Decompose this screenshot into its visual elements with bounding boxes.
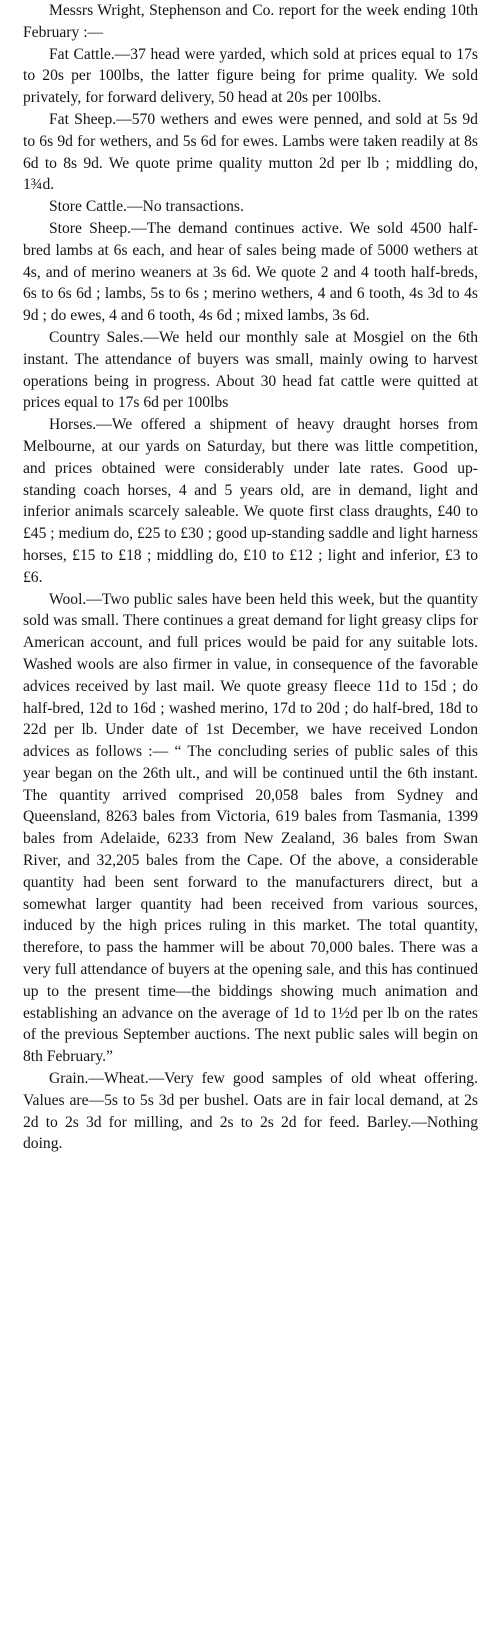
paragraph-heading: Grain. — [49, 1070, 89, 1088]
paragraph-text: —No transactions. — [126, 198, 244, 216]
paragraph-heading: Store Cattle. — [49, 198, 127, 216]
paragraph-heading: Fat Sheep. — [49, 110, 117, 128]
paragraph-text: Messrs Wright, Stephenson and Co. report for the week ending 10th February :— — [23, 2, 478, 41]
paragraph-heading: Country Sales. — [49, 328, 144, 346]
paragraph-text: —We held our monthly sale at Mosgiel on the 6th instant. The attendance of buyers was small, mainly owing to harvest operations being in progress. About 30 head fat cattle were quitted at prices equal to 17s 6d per 100lbs — [23, 328, 478, 412]
paragraph-text: —Wheat.—Very few good samples of old wheat offering. Values are—5s to 5s 3d per bushel. Oats are in fair local demand, at 2s 2d to 2s 3d for milling, and 2s to 2s 2d for feed. Barley.—Nothing doing. — [23, 1070, 478, 1153]
paragraph-country-sales — [23, 327, 478, 414]
paragraph-fat-sheep — [23, 109, 478, 196]
paragraph-text: —Two public sales have been held this week, but the quantity sold was small. There continues a great demand for light greasy clips for American account, and full prices would be paid for any suitable lots. Washed wools are also firmer in value, in consequence of the favorable advices received by last mail. We quote greasy fleece 11d to 15d ; do half-bred, 12d to 16d ; washed merino, 17d to 20d ; do half-bred, 18d to 22d per lb. Under date of 1st December, we have received London advices as follows :— “ The concluding series of public sales of this year began on the 26th ult., and will be continued until the 6th instant. The quantity arrived comprised 20,058 bales from Sydney and Queensland, 8263 bales from Victoria, 619 bales from Tasmania, 1399 bales from Adelaide, 6233 from New Zealand, 36 bales from Swan River, and 32,205 bales from the Cape. Of the above, a considerable quantity had been sent forward to the manufacturers direct, but a somewhat larger quantity had been received from various sources, induced by the high prices ruling in this market. The total quantity, therefore, to pass the hammer will be about 70,000 bales. There was a very full attendance of buyers at the opening sale, and this has continued up to the present time—the biddings showing much animation and establishing an advance on the average of 1d to 1½d per lb on the rates of the previous September auctions. The next public sales will begin on 8th February.” — [23, 590, 478, 1066]
paragraph-wool — [23, 589, 478, 1069]
paragraph-fat-cattle — [23, 44, 478, 109]
newspaper-column — [23, 0, 478, 1155]
paragraph-heading: Fat Cattle. — [49, 45, 115, 63]
paragraph-grain — [23, 1068, 478, 1155]
paragraph-text: —570 wethers and ewes were penned, and sold at 5s 9d to 6s 9d for wethers, and 5s 6d for ewes. Lambs were taken readily at 8s 6d to 8s 9d. We quote prime quality mutton 2d per lb ; middling do, 1¾d. — [23, 110, 478, 194]
paragraph-text: —We offered a shipment of heavy draught horses from Melbourne, at our yards on Saturday, but there was little competition, and prices obtained were considerably under late rates. Good up-standing coach horses, 4 and 5 years old, are in demand, light and inferior animals scarcely saleable. We quote first class draughts, £40 to £45 ; medium do, £25 to £30 ; good up-standing saddle and light harness horses, £15 to £18 ; middling do, £10 to £12 ; light and inferior, £3 to £6. — [23, 416, 478, 586]
paragraph-store-sheep — [23, 218, 478, 327]
paragraph-heading: Wool. — [49, 590, 87, 608]
paragraph-intro — [23, 0, 478, 44]
paragraph-heading: Store Sheep. — [49, 219, 132, 237]
paragraph-text: —37 head were yarded, which sold at prices equal to 17s to 20s per 100lbs, the latter figure being for prime quality. We sold privately, for forward delivery, 50 head at 20s per 100lbs. — [23, 45, 478, 107]
paragraph-store-cattle — [23, 196, 478, 218]
paragraph-horses — [23, 414, 478, 588]
paragraph-text: —The demand continues active. We sold 4500 half-bred lambs at 6s each, and hear of sales being made of 5000 wethers at 4s, and of merino weaners at 3s 6d. We quote 2 and 4 tooth half-breds, 6s to 6s 6d ; lambs, 5s to 6s ; merino wethers, 4 and 6 tooth, 4s 3d to 4s 9d ; do ewes, 4 and 6 tooth, 4s 6d ; mixed lambs, 3s 6d. — [23, 219, 479, 325]
paragraph-heading: Horses. — [49, 416, 97, 434]
